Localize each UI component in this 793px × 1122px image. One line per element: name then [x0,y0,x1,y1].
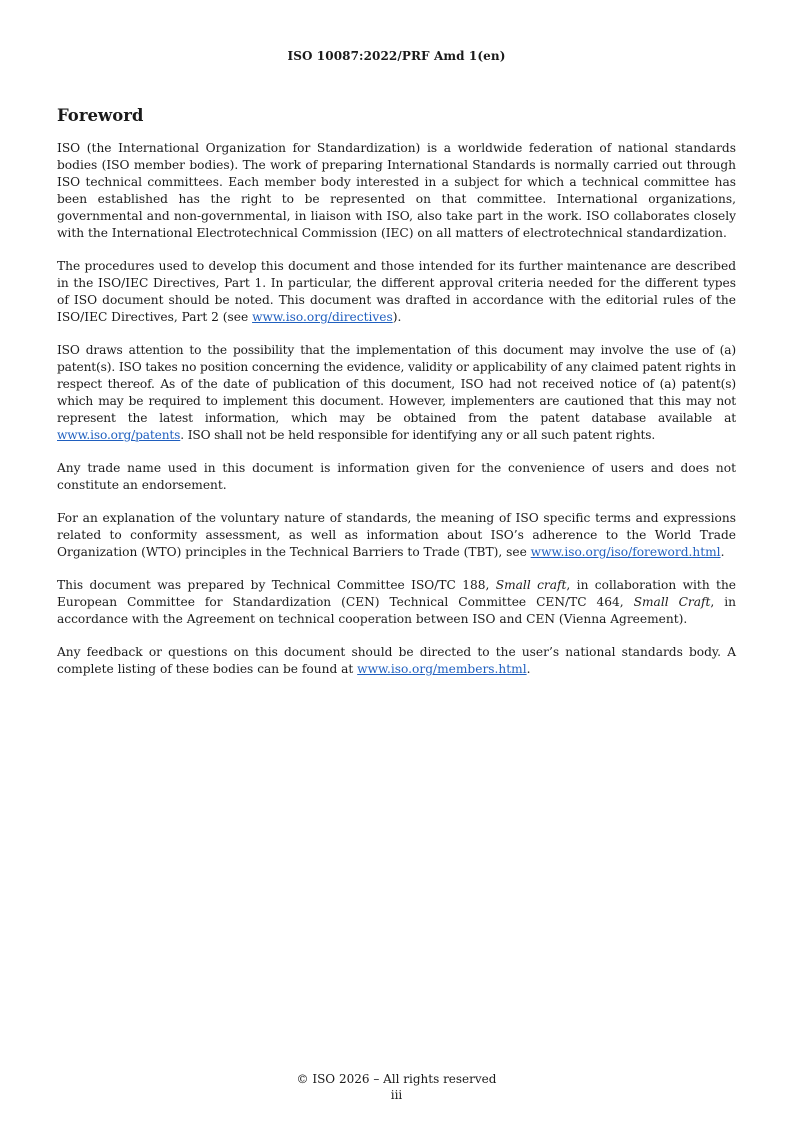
paragraph-iso-intro: ISO (the International Organization for Standardization) is a worldwide federation of national standards bodies (ISO member bodies). The work of preparing International Standards is normally carried out through ISO technical committees. Each member body interested in a subject for which a technical committee has been established has the right to be represented on that committee. International organizations, governmental and non-governmental, in liaison with ISO, also take part in the work. ISO collaborates closely with the International Electrotechnical Commission (IEC) on all matters of electrotechnical standardization. [57,141,736,240]
foreword-section [57,106,736,694]
foreword-heading: Foreword [57,106,144,125]
paragraph-committee-text-c: , in accordance with the Agreement on technical cooperation between ISO and CEN (Vienna Agreement). [57,595,736,626]
paragraph-committee-text-a: This document was prepared by Technical Committee ISO/TC 188, [57,578,496,592]
paragraph-feedback-end: . [526,662,531,676]
paragraph-procedures-text: The procedures used to develop this document and those intended for its further maintenance are described in the ISO/IEC Directives, Part 1. In particular, the different approval criteria needed for the different types of ISO document should be noted. This document was drafted in accordance with the editorial rules of the ISO/IEC Directives, Part 2 (see [57,259,736,324]
members-link[interactable]: www.iso.org/members.html [357,662,527,676]
paragraph-voluntary-nature-end: . [720,545,725,559]
page-footer [0,1071,793,1103]
paragraph-procedures-end: ). [392,310,402,324]
patents-link[interactable]: www.iso.org/patents [57,428,181,442]
committee-name-small-craft: Small craft [495,578,567,592]
paragraph-committee [57,577,736,628]
copyright-notice: © ISO 2026 – All rights reserved [296,1072,497,1086]
paragraph-trade-name: Any trade name used in this document is information given for the convenience of users and does not constitute an endorsement. [57,461,736,492]
paragraph-procedures [57,258,736,326]
paragraph-voluntary-nature-text: For an explanation of the voluntary nature of standards, the meaning of ISO specific terms and expressions related to conformity assessment, as well as information about ISO’s adherence to the World Trade Organization (WTO) principles in the Technical Barriers to Trade (TBT), see [57,511,736,559]
document-identifier: ISO 10087:2022/PRF Amd 1(en) [287,49,506,63]
committee-name-small-craft-cen: Small Craft [633,595,711,609]
paragraph-feedback-text: Any feedback or questions on this document should be directed to the user’s national standards body. A complete listing of these bodies can be found at [57,645,736,676]
foreword-info-link[interactable]: www.iso.org/iso/foreword.html [530,545,721,559]
paragraph-voluntary-nature [57,510,736,561]
paragraph-patents-text: ISO draws attention to the possibility that the implementation of this document may involve the use of (a) patent(s). ISO takes no position concerning the evidence, validity or applicability of any claimed patent rights in respect thereof. As of the date of publication of this document, ISO had not received notice of (a) patent(s) which may be required to implement this document. However, implementers are cautioned that this may not represent the latest information, which may be obtained from the patent database available at [57,343,736,425]
paragraph-patents [57,342,736,444]
paragraph-feedback [57,644,736,678]
paragraph-committee-text-b: , in collaboration with the European Committee for Standardization (CEN) Technical Committee CEN/TC 464, [57,578,737,609]
page-number: iii [390,1088,403,1102]
paragraph-patents-end: . ISO shall not be held responsible for identifying any or all such patent rights. [180,428,656,442]
directives-link[interactable]: www.iso.org/directives [252,310,393,324]
